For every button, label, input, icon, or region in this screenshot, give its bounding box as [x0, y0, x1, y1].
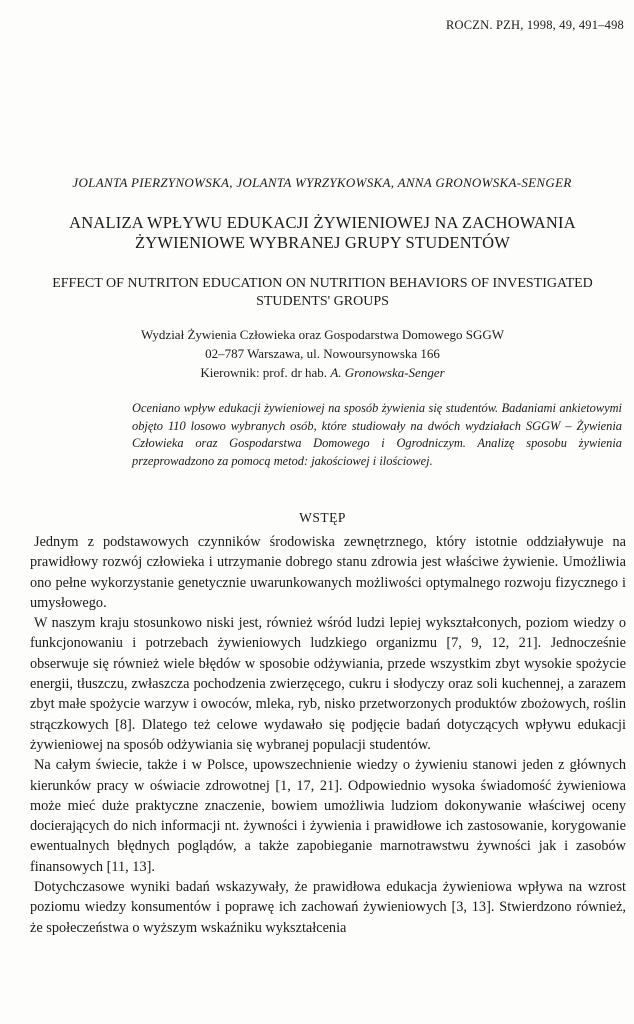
title-polish: ANALIZA WPŁYWU EDUKACJI ŻYWIENIOWEJ NA ZACHOWANIA ŻYWIENIOWE WYBRANEJ GRUPY STUDENTÓW [69, 213, 576, 252]
affiliation-address: 02–787 Warszawa, ul. Nowoursynowska 166 [205, 346, 440, 361]
affiliation-head [20, 363, 625, 382]
authors: JOLANTA PIERZYNOWSKA, JOLANTA WYRZYKOWSKA, ANNA GRONOWSKA-SENGER [72, 175, 572, 190]
abstract: Oceniano wpływ edukacji żywieniowej na sposób żywienia się studentów. Badaniami ankietowymi objęto 110 losowo wybranych osób, które studiowały na dwóch wydziałach SGGW – Żywienia Człowieka oraz Gospodarstwa Domowego i Ogrodniczym. Analizę sposobu żywienia przeprowadzono za pomocą metod: jakościowej i ilościowej. [132, 401, 622, 468]
paragraph-2: W naszym kraju stosunkowo niski jest, również wśród ludzi lepiej wykształconych, poziom wiedzy o funkcjonowaniu i potrzebach żywieniowych ludzkiego organizmu [7, 9, 12, 21]. Jednocześnie obserwuje się również wiele błędów w sposobie odżywiania, przede wszystkim zbyt wysokie spożycie energii, tłuszczu, zwłaszcza pochodzenia zwierzęcego, cukru i słodyczy oraz soli kuchennej, a zarazem zbyt małe spożycie warzyw i owoców, mleka, ryb, nisko przetworzonych produktów zbożowych, roślin strączkowych [8]. Dlatego też celowe wydawało się podjęcie badań dotyczących wpływu edukacji żywieniowej na sposób odżywiania się wybranej populacji studentów. [30, 615, 626, 753]
affiliation-head-name: A. Gronowska-Senger [330, 365, 445, 380]
affiliation [20, 325, 625, 382]
body-text [30, 532, 626, 938]
paragraph-1: Jednym z podstawowych czynników środowiska zewnętrznego, który istotnie oddziaływuje na prawidłowy rozwój człowieka i utrzymanie dobrego stanu zdrowia jest właściwe żywienie. Umożliwia ono pełne wykorzystanie genetycznie uwarunkowanych możliwości optymalnego rozwoju fizycznego i umysłowego. [30, 534, 626, 611]
paragraph-4: Dotychczasowe wyniki badań wskazywały, że prawidłowa edukacja żywieniowa wpływa na wzrost poziomu wiedzy konsumentów i poprawę ich zachowań żywieniowych [3, 13]. Stwierdzono również, że społeczeństwa o wyższym wskaźniku wykształcenia [30, 879, 626, 936]
title-english: EFFECT OF NUTRITON EDUCATION ON NUTRITION BEHAVIORS OF INVESTIGATED STUDENTS' GROUPS [52, 276, 593, 309]
paragraph-3: Na całym świecie, także i w Polsce, upowszechnienie wiedzy o żywieniu stanowi jeden z głównych kierunków pracy w oświacie zdrowotnej [1, 17, 21]. Odpowiednio wysoka świadomość żywieniowa może mieć duże praktyczne znaczenie, bowiem umożliwia ludziom dokonywanie właściwej oceny docierających do nich informacji nt. żywności i żywienia i prawidłowe ich zastosowanie, korygowanie ewentualnych błędnych poglądów, a także zapobieganie marnotrawstwu żywności jak i zasobów finansowych [11, 13]. [30, 757, 626, 875]
affiliation-institution: Wydział Żywienia Człowieka oraz Gospodarstwa Domowego SGGW [140, 327, 505, 342]
journal-citation: ROCZN. PZH, 1998, 49, 491–498 [445, 18, 624, 32]
section-title: WSTĘP [299, 510, 346, 525]
affiliation-head-prefix: Kierownik: prof. dr hab. [200, 365, 331, 380]
